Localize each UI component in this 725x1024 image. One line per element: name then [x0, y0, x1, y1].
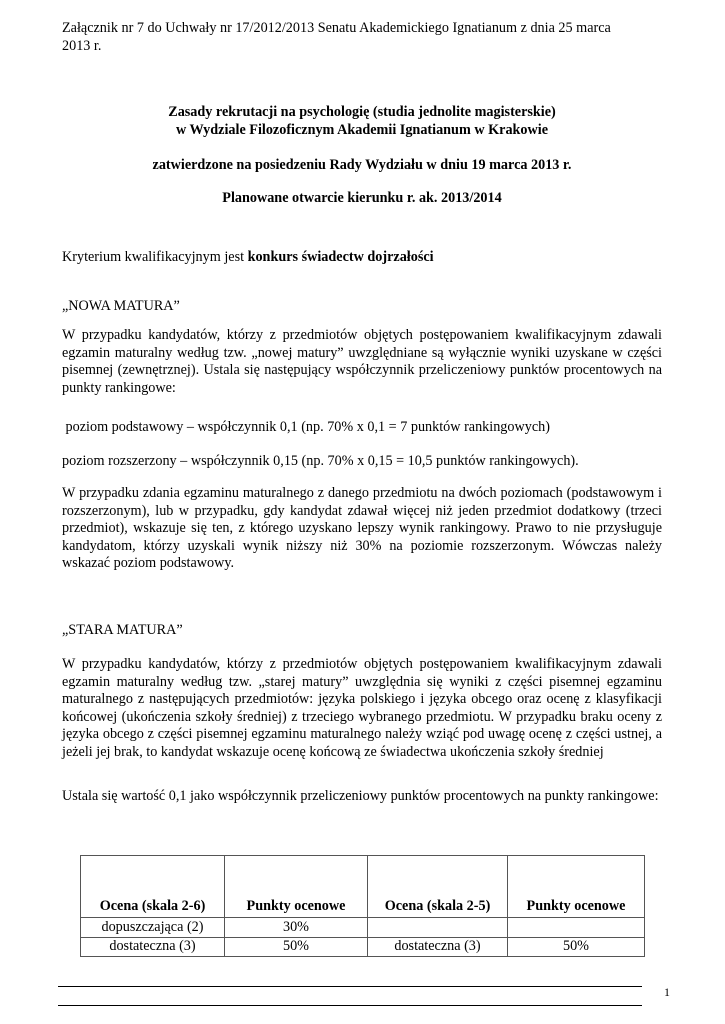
old-matura-heading: „STARA MATURA” — [62, 622, 183, 638]
extended-level-coefficient: poziom rozszerzony – współczynnik 0,15 (np. 70% x 0,15 = 10,5 punktów rankingowych). — [62, 453, 579, 469]
table-cell: dostateczna (3) — [368, 937, 508, 956]
table-header-row — [81, 856, 645, 918]
table-header-cell: Punkty ocenowe — [225, 856, 368, 918]
attachment-note-line1: Załącznik nr 7 do Uchwały nr 17/2012/2013 Senatu Akademickiego Ignatianum z dnia 25 marca — [62, 20, 611, 36]
new-matura-heading: „NOWA MATURA” — [62, 298, 180, 314]
grade-conversion-table — [80, 855, 645, 957]
title-line1: Zasady rekrutacji na psychologię (studia jednolite magisterskie) — [168, 104, 556, 120]
old-matura-paragraph1: W przypadku kandydatów, którzy z przedmiotów objętych postępowaniem kwalifikacyjnym zdawali egzamin maturalny według tzw. „starej matury” uwzględnia się wyniki z części pisemnej egzaminu maturalnego z następujących przedmiotów: języka polskiego i języka obcego oraz ocenę z klasyfikacji końcowej (ukończenia szkoły średniej) z trzeciego wybranego przedmiotu. W przypadku braku oceny z języka obcego z części pisemnej egzaminu maturalnego należy wziąć pod uwagę ocenę z części ustnej, a jeżeli jej brak, to kandydat wskazuje ocenę końcową ze świadectwa ukończenia szkoły średniej — [62, 656, 662, 760]
table-cell: 50% — [508, 937, 645, 956]
table-row — [81, 918, 645, 937]
table-row — [81, 937, 645, 956]
planned-opening: Planowane otwarcie kierunku r. ak. 2013/2014 — [222, 190, 502, 206]
table-cell: dopuszczająca (2) — [81, 918, 225, 937]
table-cell — [368, 918, 508, 937]
page-number: 1 — [664, 985, 670, 999]
title-line2: w Wydziale Filozoficznym Akademii Ignatianum w Krakowie — [175, 121, 549, 138]
table-header-cell: Ocena (skala 2-6) — [81, 856, 225, 918]
new-matura-paragraph2: W przypadku zdania egzaminu maturalnego z danego przedmiotu na dwóch poziomach (podstawowym i rozszerzonym), lub w przypadku, gdy kandydat zdawał więcej niż jeden przedmiot dodatkowy (trzeci przedmiot), wskazuje się ten, z którego uzyskano lepszy wynik rankingowy. Prawo to nie przysługuje kandydatom, którzy uzyskali wynik niższy niż 30% na poziomie rozszerzonym. Wówczas należy wskazać poziom podstawowy. — [62, 485, 662, 572]
new-matura-paragraph1: W przypadku kandydatów, którzy z przedmiotów objętych postępowaniem kwalifikacyjnym zdawali egzamin maturalny według tzw. „nowej matury” uwzględniane są wyłącznie wyniki uzyskane w części pisemnej (zewnętrznej). Ustala się następujący współczynnik przeliczeniowy punktów procentowych na punkty rankingowe: — [62, 327, 662, 396]
attachment-note — [62, 20, 662, 55]
table-cell — [508, 918, 645, 937]
approval-line: zatwierdzone na posiedzeniu Rady Wydziału w dniu 19 marca 2013 r. — [152, 157, 572, 173]
table-header-cell: Ocena (skala 2-5) — [368, 856, 508, 918]
criterion-prefix: Kryterium kwalifikacyjnym jest — [62, 249, 248, 265]
table-cell: 30% — [225, 918, 368, 937]
table-cell: dostateczna (3) — [81, 937, 225, 956]
document-title — [62, 104, 662, 139]
criterion-bold: konkurs świadectw dojrzałości — [247, 249, 434, 265]
qualification-criterion — [62, 249, 662, 267]
table-cell: 50% — [225, 937, 368, 956]
footer-rule-bottom — [58, 1005, 642, 1006]
table-header-cell: Punkty ocenowe — [508, 856, 645, 918]
old-matura-paragraph2: Ustala się wartość 0,1 jako współczynnik przeliczeniowy punktów procentowych na punkty rankingowe: — [62, 788, 659, 804]
attachment-note-line2: 2013 r. — [62, 37, 102, 54]
basic-level-coefficient: poziom podstawowy – współczynnik 0,1 (np. 70% x 0,1 = 7 punktów rankingowych) — [62, 419, 550, 435]
footer-rule — [58, 986, 642, 987]
